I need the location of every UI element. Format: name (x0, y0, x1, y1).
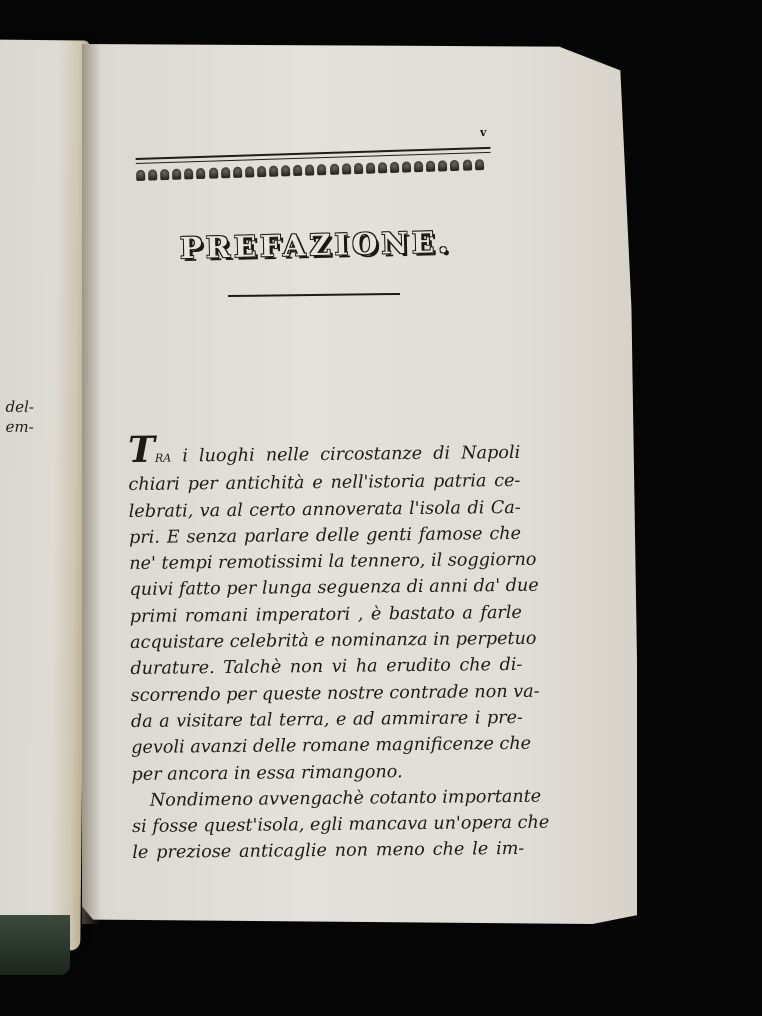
ornament-bead-icon (257, 166, 266, 177)
ornament-bead-icon (414, 161, 423, 172)
ornament-bead-icon (402, 161, 411, 172)
ornament-bead-icon (329, 164, 338, 175)
ornament-bead-icon (269, 166, 278, 177)
text-line: primi romani imperatori , è bastato a farle (129, 602, 522, 627)
text-line: Nondimeno avvengachè cotanto importante (149, 786, 542, 811)
text-line: per ancora in essa rimangono. (131, 761, 403, 785)
text-line: da a visitare tal terra, e ad ammirare i pre- (130, 707, 524, 732)
body-text (127, 428, 550, 867)
ornament-bead-icon (462, 159, 471, 170)
gutter-shadow (82, 44, 100, 924)
text-line: scorrendo per queste nostre contrade non va- (130, 681, 540, 706)
text-line: le preziose anticaglie non meno che le im- (132, 839, 525, 864)
left-page (0, 39, 90, 950)
drop-cap: T (127, 428, 156, 471)
text-line: gevoli avanzi delle romane magnificenze che (131, 734, 532, 759)
ornament-bead-icon (426, 161, 435, 172)
ornament-bead-row (136, 159, 484, 181)
text-line: lebrati, va al certo annoverata l'isola di Ca- (128, 497, 521, 522)
ornament-bead-icon (160, 169, 169, 180)
ornament-bead-icon (233, 167, 242, 178)
text-line: si fosse quest'isola, egli mancava un'opera che (131, 812, 550, 838)
ornament-bead-icon (136, 170, 145, 181)
ornament-bead-icon (221, 167, 230, 178)
ornament-bead-icon (366, 162, 375, 173)
ornament-bead-icon (450, 160, 459, 171)
text-line: ne' tempi remotissimi la tennero, il soggiorno (129, 549, 537, 575)
ornament-bead-icon (317, 164, 326, 175)
ornament-bead-icon (172, 169, 181, 180)
text-line: acquistare celebrità e nominanza in perpetuo (130, 628, 537, 654)
ornament-bead-icon (245, 166, 254, 177)
text-line: pri. E senza parlare delle genti famose che (128, 523, 522, 548)
ornament-bead-icon (354, 163, 363, 174)
left-page-fragment: del- (5, 397, 35, 417)
ornament-bead-icon (293, 165, 302, 176)
ornament-bead-icon (196, 168, 205, 179)
ornament-bead-icon (148, 169, 157, 180)
text-line: chiari per antichità e nell'istoria patria ce- (128, 471, 521, 496)
ornament-bead-icon (341, 163, 350, 174)
drop-cap-rest: RA (154, 451, 172, 465)
text-line: TRA i luoghi nelle circostanze di Napoli (127, 428, 521, 471)
ornament-bead-icon (281, 165, 290, 176)
ornament-bead-icon (184, 168, 193, 179)
ornament-bead-icon (378, 162, 387, 173)
book-cover-edge (0, 915, 70, 975)
ornament-bead-icon (390, 162, 399, 173)
page-title: PREFAZIONE. (179, 224, 453, 266)
ornament-bead-icon (209, 167, 218, 178)
ornament-bead-icon (474, 159, 483, 170)
ornament-bead-icon (305, 164, 314, 175)
left-page-fragment: em- (5, 417, 34, 437)
ornament-bead-icon (438, 160, 447, 171)
page-number: v (480, 126, 487, 139)
text-line: durature. Talchè non vi ha erudito che di- (130, 655, 523, 680)
text-line: quivi fatto per lunga seguenza di anni da' due (129, 576, 539, 601)
